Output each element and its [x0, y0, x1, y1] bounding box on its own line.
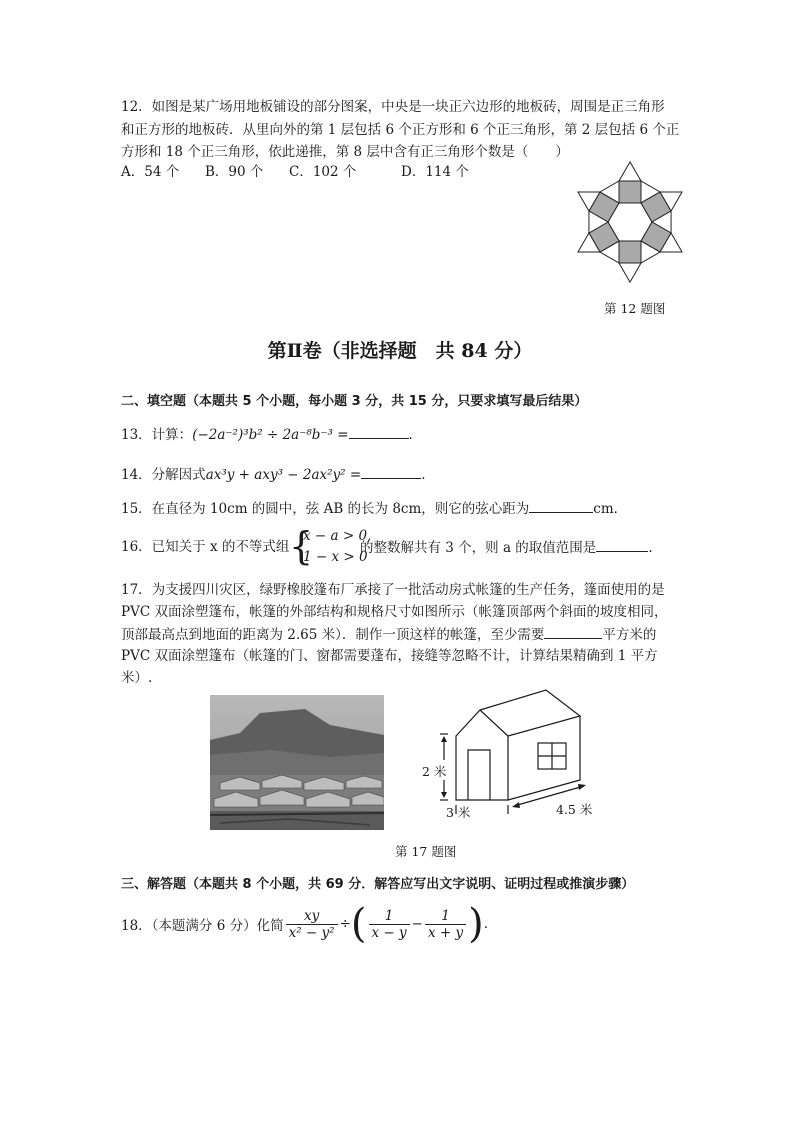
part2-heading: 二、填空题（本题共 5 个小题，每小题 3 分，共 15 分，只要求填写最后结果） [121, 394, 588, 409]
q15 [121, 498, 627, 519]
part3-heading: 三、解答题（本题共 8 个小题，共 69 分．解答应写出文字说明、证明过程或推演步骤） [121, 877, 635, 892]
q12-options [121, 162, 469, 182]
q13-expression: (−2a⁻²)³b² ÷ 2a⁻⁸b⁻³ = [192, 427, 349, 443]
q12-option-d: D．114 个 [401, 164, 469, 180]
q14-answer-blank [361, 464, 421, 479]
q12-option-a: A．54 个 [121, 164, 180, 180]
q17-answer-blank [544, 624, 602, 639]
q18-fraction-1 [286, 908, 338, 941]
q18-fraction-1-denominator: x² − y² [288, 924, 335, 941]
q18-fraction-3 [425, 908, 466, 941]
q12-figure-caption: 第 12 题图 [604, 301, 666, 316]
tent-side-wall [508, 716, 580, 800]
q18-left-paren: ( [350, 901, 367, 947]
q18-divide-sign: ÷ [339, 916, 351, 932]
q14-prefix: 14．分解因式 [121, 467, 206, 483]
q13-prefix: 13．计算： [121, 427, 193, 443]
q18-right-paren: ) [468, 901, 484, 947]
q18-fraction-2-numerator: 1 [369, 908, 410, 925]
q16-prefix: 16．已知关于 x 的不等式组 [121, 539, 290, 555]
q15-suffix: cm． [593, 501, 628, 517]
q18-fraction-2 [369, 908, 410, 941]
tent-length-label: 4.5 米 [556, 802, 593, 817]
q17-line-2: PVC 双面涂塑篷布，帐篷的外部结构和规格尺寸如图所示（帐篷顶部两个斜面的坡度相同， [121, 604, 668, 620]
q17-line-3 [121, 624, 656, 645]
q18-prefix: 18．（本题满分 6 分）化简 [121, 918, 284, 934]
q16-brace: { [289, 524, 314, 568]
q16-rest [360, 537, 653, 558]
q17-line-4: PVC 双面涂塑篷布（帐篷的门、窗都需要蓬布，接缝等忽略不计，计算结果精确到 1 平方 [121, 648, 658, 664]
q18-suffix: . [483, 916, 488, 932]
q17-line-1: 17．为支援四川灾区，绿野橡胶篷布厂承接了一批活动房式帐篷的生产任务，篷面使用的是 [121, 582, 665, 598]
tent-front-face [456, 710, 508, 800]
ring-2-triangle [619, 162, 641, 181]
q13-answer-blank [349, 424, 409, 439]
q12-option-b: B．90 个 [205, 164, 264, 180]
q18-fraction-1-numerator: xy [286, 908, 338, 925]
q12-line-3: 方形和 18 个正三角形，依此递推，第 8 层中含有正三角形个数是（ ） [121, 144, 569, 160]
tent-door [468, 750, 490, 800]
q12-option-c: C．102 个 [289, 164, 357, 180]
q18-fraction-3-denominator: x + y [427, 924, 464, 941]
q16-answer-blank [596, 537, 648, 552]
q14 [121, 464, 425, 485]
tent-height-label: 2 米 [422, 764, 447, 779]
q16-inequality-2: 1 − x > 0 [303, 549, 368, 565]
q16-suffix: . [648, 540, 653, 556]
q18-minus-sign: − [411, 916, 423, 932]
q18 [121, 902, 488, 946]
ring-1-square [619, 241, 641, 263]
q15-text: 15．在直径为 10cm 的圆中，弦 AB 的长为 8cm，则它的弦心距为 [121, 501, 530, 517]
q13-suffix: . [408, 427, 413, 443]
ring-2-triangle [619, 263, 641, 282]
q12-tiling-figure [560, 152, 700, 292]
q16-inequality-1: x − a > 0, [303, 528, 372, 544]
q12-line-1: 12．如图是某广场用地板铺设的部分图案，中央是一块正六边形的地板砖，周围是正三角形 [121, 99, 665, 115]
q16-middle: 的整数解共有 3 个，则 a 的取值范围是 [360, 540, 597, 556]
section-title: 第Ⅱ卷（非选择题 共 84 分） [267, 340, 533, 362]
q14-expression: ax³y + axy³ − 2ax²y² = [205, 467, 362, 483]
q17-line-5: 米）. [121, 670, 153, 686]
q14-suffix: . [421, 467, 426, 483]
tent-width-label: 3 米 [446, 805, 471, 820]
q17-line-3a: 顶部最高点到地面的距离为 2.65 米）．制作一顶这样的帐篷，至少需要 [121, 627, 545, 643]
q18-fraction-2-denominator: x − y [371, 924, 407, 941]
tent-camp-photo [210, 695, 384, 830]
q16 [121, 537, 289, 557]
q17-figure-caption: 第 17 题图 [395, 844, 457, 859]
tent-roof [480, 690, 580, 736]
ring-1-square [619, 181, 641, 203]
q12-line-2: 和正方形的地板砖．从里向外的第 1 层包括 6 个正方形和 6 个正三角形，第 2 层包括 6 个正 [121, 122, 680, 138]
q15-answer-blank [529, 498, 593, 513]
q17-line-3b: 平方米的 [602, 627, 657, 643]
q13 [121, 424, 413, 445]
q18-fraction-3-numerator: 1 [425, 908, 466, 925]
